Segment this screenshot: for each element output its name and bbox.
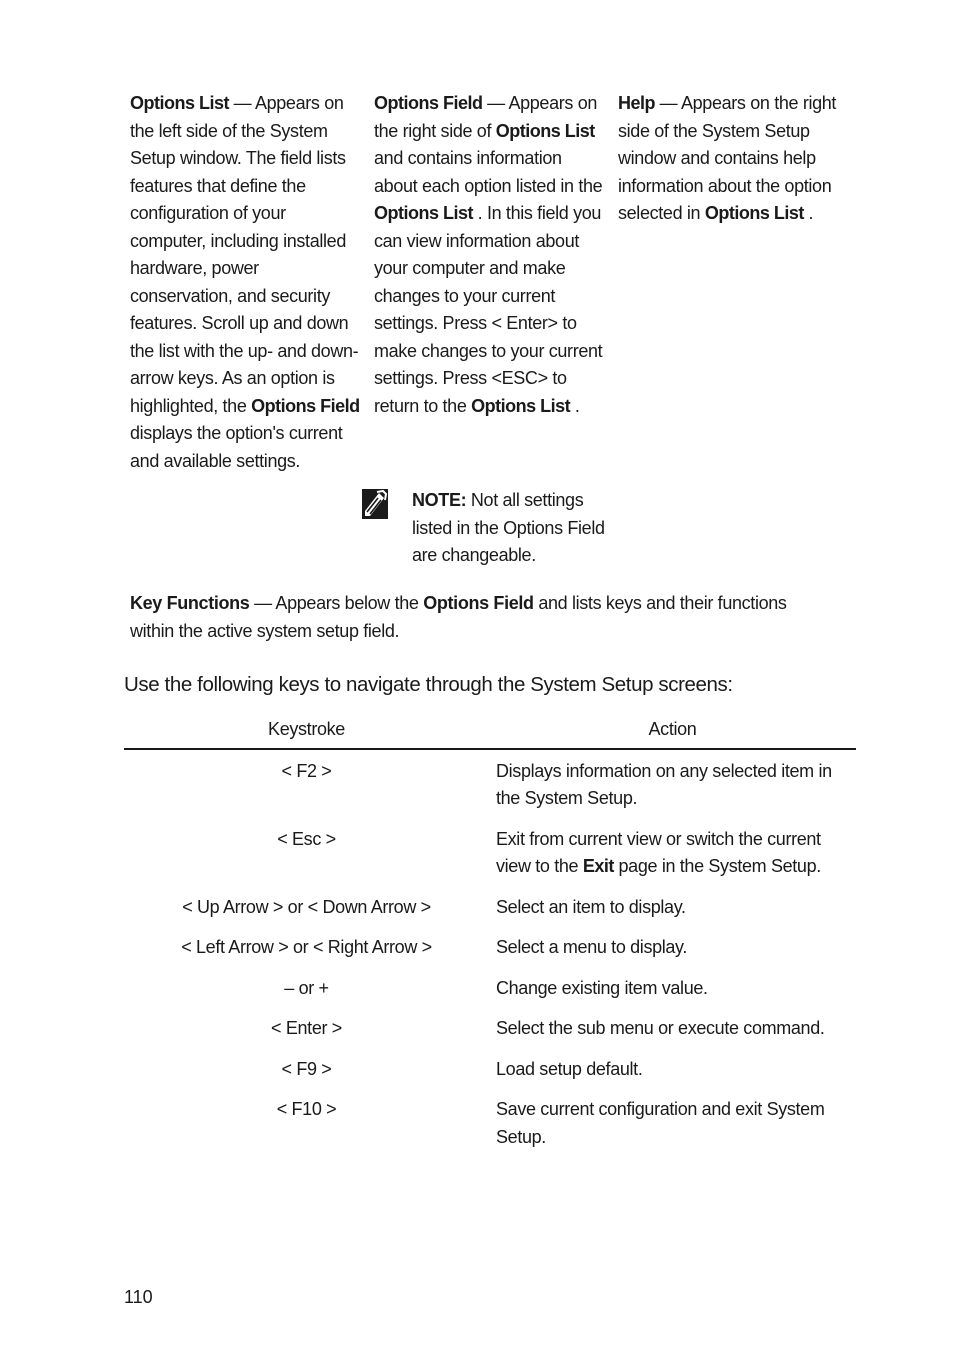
- options-field-description: [374, 90, 606, 420]
- intro-paragraph: Use the following keys to navigate through the System Setup screens:: [124, 673, 733, 696]
- action-text: page in the System Setup.: [613, 856, 821, 876]
- action-cell: Select a menu to display.: [496, 937, 688, 957]
- options-list-term: Options List: [495, 120, 595, 141]
- description-text: displays the option's current and available settings.: [130, 423, 343, 471]
- table-header-row: [124, 716, 856, 749]
- options-list-term: Options List: [704, 203, 804, 223]
- description-text: .: [570, 395, 580, 416]
- table-row: [124, 749, 856, 826]
- description-text: and contains information about each option listed in the: [374, 148, 603, 196]
- key-functions-description: [130, 590, 830, 645]
- table-row: [124, 975, 856, 1016]
- action-cell: Select an item to display.: [496, 896, 686, 917]
- action-cell: Save current configuration and exit System Setup.: [496, 1099, 825, 1147]
- note-label: NOTE:: [412, 490, 467, 510]
- options-list-term: Options List: [471, 395, 571, 416]
- note-text: [412, 487, 612, 570]
- description-text: — Appears on the left side of the System Setup window. The field lists features that define the configuration of your computer, including installed hardware, power conservation, and security features. Scroll up and down the list with the up- and down-arrow keys. As an option is highlighted, the: [130, 93, 359, 416]
- description-text: . In this field you can view information about your computer and make changes to your current settings. Press < Enter> to make changes to your current settings. Press <ESC> to return to the: [374, 203, 603, 416]
- options-field-term: Options Field: [251, 395, 360, 416]
- key-functions-term: Key Functions: [130, 593, 250, 613]
- options-list-term: Options List: [130, 93, 229, 113]
- note-body: Not all settings listed in the Options Field are changeable.: [412, 490, 605, 565]
- action-cell: Select the sub menu or execute command.: [496, 1018, 825, 1038]
- action-cell: [489, 826, 856, 894]
- description-text: and lists keys and their functions within the active system setup field.: [130, 593, 787, 641]
- table-row: [124, 894, 856, 935]
- keystroke-cell: < F2 >: [281, 760, 332, 781]
- description-text: — Appears on the right side of: [374, 93, 598, 141]
- keystroke-header: Keystroke: [124, 716, 489, 749]
- description-text: — Appears on the right side of the System Setup window and contains help information about the option selected in: [618, 93, 837, 223]
- action-cell: Load setup default.: [496, 1058, 643, 1079]
- help-description: [618, 90, 850, 228]
- options-field-term: Options Field: [374, 93, 483, 113]
- action-text: Exit from current view or switch the current view to the: [496, 828, 821, 876]
- action-cell: Change existing item value.: [496, 977, 708, 998]
- keystroke-cell: < F9 >: [281, 1058, 332, 1079]
- options-list-term: Options List: [374, 203, 473, 223]
- keystroke-cell: < F10 >: [276, 1099, 337, 1119]
- keystroke-cell: < Enter >: [271, 1018, 342, 1038]
- table-row: [124, 1015, 856, 1056]
- keystroke-cell: < Esc >: [277, 828, 336, 849]
- note-pencil-icon: [362, 489, 388, 519]
- action-header: Action: [489, 716, 856, 749]
- table-row: [124, 1096, 856, 1164]
- description-text: .: [803, 203, 814, 223]
- action-cell: Displays information on any selected item in the System Setup.: [496, 760, 832, 808]
- help-term: Help: [618, 93, 656, 113]
- table-row: [124, 934, 856, 975]
- keystroke-table: [124, 716, 856, 1164]
- options-field-term: Options Field: [423, 593, 534, 613]
- keystroke-cell: – or +: [284, 977, 329, 998]
- table-row: [124, 1056, 856, 1097]
- keystroke-cell: < Left Arrow > or < Right Arrow >: [181, 937, 432, 957]
- page-number: 110: [124, 1287, 153, 1307]
- options-list-description: [130, 90, 362, 475]
- keystroke-cell: < Up Arrow > or < Down Arrow >: [182, 896, 431, 917]
- exit-term: Exit: [582, 856, 614, 876]
- table-row: [124, 826, 856, 894]
- description-text: — Appears below the: [249, 593, 424, 613]
